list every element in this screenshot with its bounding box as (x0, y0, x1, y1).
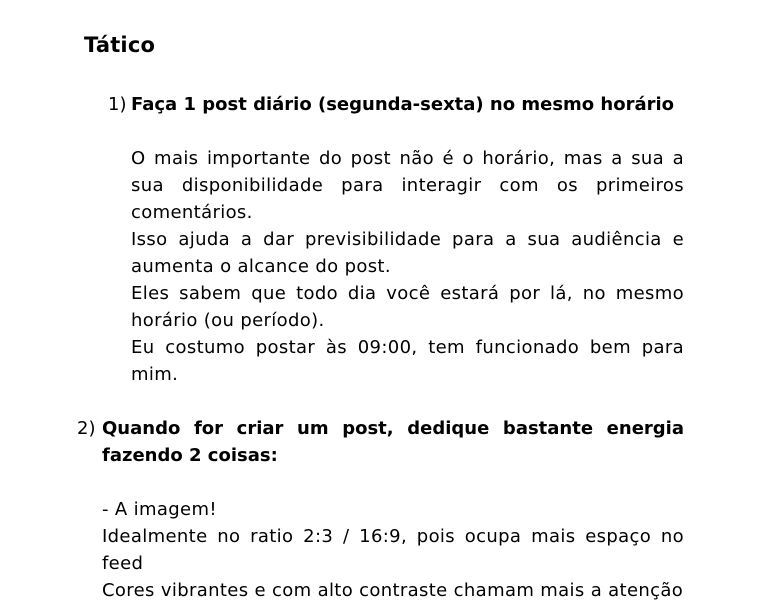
paragraph: Idealmente no ratio 2:3 / 16:9, pois ocupa mais espaço no feed (102, 526, 684, 574)
paragraph: Isso ajuda a dar previsibilidade para a sua audiência e aumenta o alcance do post. (131, 229, 684, 277)
paragraph: - A imagem! (102, 499, 217, 520)
section-title: Tático (84, 33, 156, 57)
paragraph: O mais importante do post não é o horário, mas a sua a sua disponibilidade para interagir com os primeiros comentários. (131, 148, 684, 223)
list-item-body (131, 145, 684, 388)
list-item-heading: Quando for criar um post, dedique bastante energia fazendo 2 coisas: (102, 418, 684, 466)
list-item-body (102, 496, 684, 604)
paragraph: Cores vibrantes e com alto contraste chamam mais a atenção (102, 580, 684, 601)
list-item-number: 1) (108, 94, 127, 115)
list-item-heading: Faça 1 post diário (segunda-sexta) no mesmo horário (131, 94, 675, 115)
list-item-number: 2) (77, 418, 96, 439)
paragraph: Eu costumo postar às 09:00, tem funcionado bem para mim. (131, 337, 684, 385)
paragraph: Eles sabem que todo dia você estará por lá, no mesmo horário (ou período). (131, 283, 684, 331)
